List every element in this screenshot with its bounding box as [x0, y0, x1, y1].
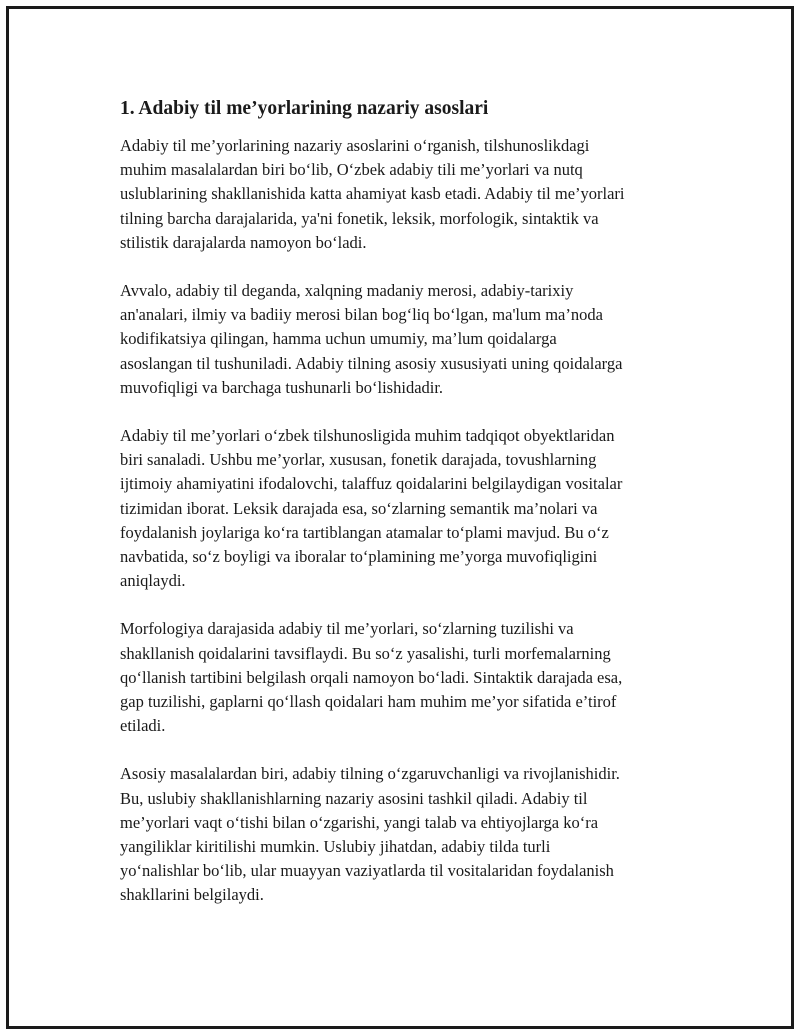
paragraph-line: stilistik darajalarda namoyon bo‘ladi.: [120, 232, 367, 252]
paragraph-line: shakllarini belgilaydi.: [120, 885, 264, 905]
paragraph-1: [120, 134, 700, 255]
paragraph-line: an'analari, ilmiy va badiiy merosi bilan bog‘liq bo‘lgan, ma'lum ma’noda: [120, 305, 603, 325]
paragraph-4: [120, 617, 700, 738]
section-heading: 1. Adabiy til me’yorlarining nazariy asoslari: [120, 98, 489, 119]
paragraph-line: muhim masalalardan biri bo‘lib, O‘zbek adabiy tili me’yorlari va nutq: [120, 160, 583, 180]
paragraph-line: foydalanish joylariga ko‘ra tartiblangan atamalar to‘plami mavjud. Bu o‘z: [120, 522, 609, 542]
paragraph-line: qo‘llanish tartibini belgilash orqali namoyon bo‘ladi. Sintaktik darajada esa,: [120, 667, 623, 687]
paragraph-line: Bu, uslubiy shakllanishlarning nazariy asosini tashkil qiladi. Adabiy til: [120, 788, 588, 808]
paragraph-line: tizimidan iborat. Leksik darajada esa, so‘zlarning semantik ma’nolari va: [120, 498, 598, 518]
paragraph-line: asoslangan til tushuniladi. Adabiy tilning asosiy xususiyati uning qoidalarga: [120, 353, 623, 373]
paragraph-line: Adabiy til me’yorlarining nazariy asoslarini o‘rganish, tilshunoslikdagi: [120, 136, 590, 155]
paragraph-line: Avvalo, adabiy til deganda, xalqning madaniy merosi, adabiy-tarixiy: [120, 281, 574, 301]
document-body: [120, 97, 700, 932]
page-border: [6, 6, 794, 1029]
paragraph-line: Asosiy masalalardan biri, adabiy tilning o‘zgaruvchanligi va rivojlanishidir.: [120, 764, 620, 784]
paragraph-line: me’yorlari vaqt o‘tishi bilan o‘zgarishi, yangi talab va ehtiyojlarga ko‘ra: [120, 812, 599, 832]
paragraph-5: [120, 762, 700, 907]
paragraph-line: muvofiqligi va barchaga tushunarli bo‘lishidadir.: [120, 377, 444, 397]
paragraph-line: ijtimoiy ahamiyatini ifodalovchi, talaffuz qoidalarini belgilaydigan vositalar: [120, 474, 623, 494]
paragraph-line: biri sanaladi. Ushbu me’yorlar, xususan, fonetik darajada, tovushlarning: [120, 450, 597, 470]
paragraph-line: kodifikatsiya qilingan, hamma uchun umumiy, ma’lum qoidalarga: [120, 329, 557, 349]
paragraph-line: Adabiy til me’yorlari o‘zbek tilshunosligida muhim tadqiqot obyektlaridan: [120, 426, 615, 446]
paragraph-2: [120, 279, 700, 400]
paragraph-line: uslublarining shakllanishida katta ahamiyat kasb etadi. Adabiy til me’yorlari: [120, 184, 625, 204]
paragraph-line: navbatida, so‘z boyligi va iboralar to‘plamining me’yorga muvofiqligini: [120, 547, 598, 567]
paragraph-line: shakllanish qoidalarini tavsiflaydi. Bu so‘z yasalishi, turli morfemalarning: [120, 643, 611, 663]
paragraph-line: etiladi.: [120, 716, 166, 736]
paragraph-line: aniqlaydi.: [120, 571, 186, 591]
paragraph-line: gap tuzilishi, gaplarni qo‘llash qoidalari ham muhim me’yor sifatida e’tirof: [120, 692, 617, 712]
paragraph-line: Morfologiya darajasida adabiy til me’yorlari, so‘zlarning tuzilishi va: [120, 619, 574, 639]
paragraph-3: [120, 424, 700, 593]
paragraph-line: yangiliklar kiritilishi mumkin. Uslubiy jihatdan, adabiy tilda turli: [120, 837, 551, 857]
paragraph-line: tilning barcha darajalarida, ya'ni fonetik, leksik, morfologik, sintaktik va: [120, 208, 599, 228]
paragraph-line: yo‘nalishlar bo‘lib, ular muayyan vaziyatlarda til vositalaridan foydalanish: [120, 861, 614, 881]
